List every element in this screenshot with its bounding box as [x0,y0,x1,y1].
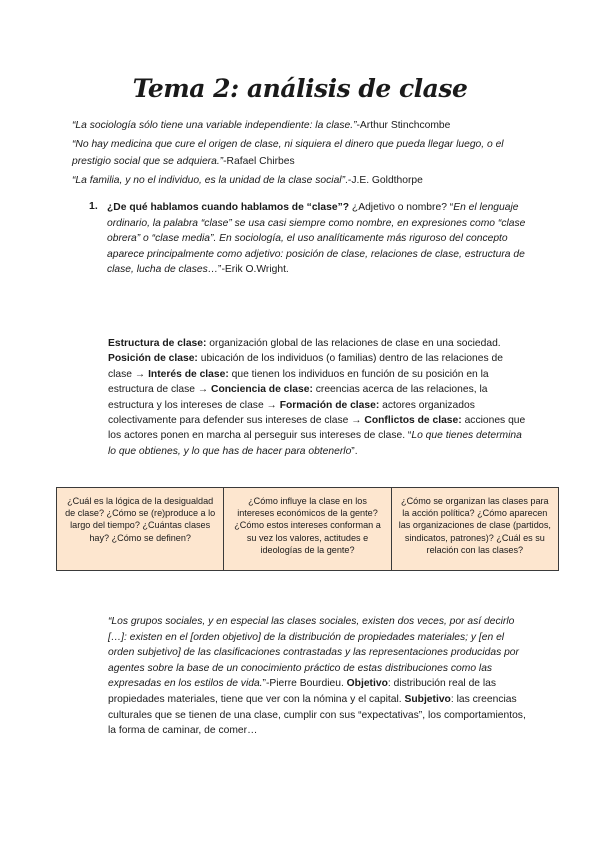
def-posicion: ubicación de los individuos (o familias) dentro de las relaciones de clase → [108,353,503,380]
table-cell: ¿Cómo se organizan las clases para la acción política? ¿Cómo aparecen las organizaciones de clase (partidos, sindicatos, patrones)? ¿Cuál es su relación con las clases? [398,496,551,555]
term-estructura: Estructura de clase: [108,338,207,349]
list-number: 1. [89,200,98,212]
def-conflictos: acciones que los actores ponen en marcha al perseguir sus intereses de clase. “ [108,415,526,442]
quote-chirbes [72,136,532,170]
table-cell: ¿Cómo influye la clase en los intereses económicos de la gente? ¿Cómo estos intereses conforman a su vez los valores, actitudes e ideologías de la gente? [224,488,391,570]
def-interes: que tienen los individuos en función de su posición en la estructura de clase → [108,368,489,396]
def-subjetivo: : las creencias culturales que se tienen de una clase, cumplir con sus “expectativas”, los comportamientos, la forma de caminar, de comer… [108,693,526,737]
term-conciencia: Conciencia de clase: [211,384,313,396]
section-plain: ¿Adjetivo o nombre? “ [349,202,454,213]
bourdieu-paragraph [108,614,528,739]
closing-end: ”. [351,445,358,457]
questions-table [56,487,559,571]
quote-stinchcombe [72,117,532,134]
def-conciencia: creencias acerca de las relaciones, la estructura y los intereses de clase → [108,384,488,411]
closing-quote: Lo que tienes determina lo que obtienes, y lo que has de hacer para obtenerlo [108,430,522,457]
term-subjetivo: Subjetivo [404,693,451,705]
section-1 [107,200,542,278]
bourdieu-quote: “Los grupos sociales, y en especial las clases sociales, existen dos veces, por así decirlo […]: existen en el [orden objetivo] de la distribución de propiedades materiales; y [en el orden subjetivo] de las clasificaciones contrastadas y las representaciones producidas por agentes sobre la base de un conocimiento práctico de estas distribuciones como las expresadas en los estilos de vida. [108,616,519,690]
term-posicion: Posición de clase: [108,353,198,365]
def-formacion: actores organizados colectivamente para defender sus intereses de clase → [108,399,475,427]
term-interes: Interés de clase: [148,368,229,380]
quote-author: -Arthur Stinchcombe [356,120,451,131]
quote-author: -Rafael Chirbes [223,156,295,167]
def-objetivo: : distribución real de las propiedades materiales, tiene que ver con la nómina y el capital. [108,678,497,705]
def-estructura: organización global de las relaciones de clase en una sociedad. [206,338,501,349]
section-question: ¿De qué hablamos cuando hablamos de “clase”? [107,202,350,213]
wright-author: ”-Erik O.Wright. [218,264,289,276]
quote-author: .-J.E. Goldthorpe [345,175,423,186]
quote-text: “No hay medicina que cure el origen de clase, ni siquiera el dinero que pueda llegar luego, o el prestigio social que se adquiera.” [72,139,504,167]
wright-quote: En el lenguaje ordinario, la palabra “clase” se usa casi siempre como nombre, en expresiones como “clase obrera” o “clase media”. En sociología, el uso analíticamente más riguroso del concepto aparece principalmente como adjetivo: posición de clase, relaciones de clase, estructura de clase, lucha de clases… [107,202,526,276]
page-title: Tema 2: análisis de clase [132,74,468,103]
quote-goldthorpe [72,172,532,189]
term-objetivo: Objetivo [346,678,388,690]
term-formacion: Formación de clase: [279,399,380,411]
bourdieu-author: ”-Pierre Bourdieu. [262,678,347,690]
quote-text: “La sociología sólo tiene una variable independiente: la clase.” [72,120,357,131]
table-cell: ¿Cuál es la lógica de la desigualdad de clase? ¿Cómo se (re)produce a lo largo del tiempo? ¿Cuántas clases hay? ¿Cómo se definen? [57,488,224,570]
quote-text: “La familia, y no el individuo, es la unidad de la clase social” [72,175,346,186]
term-conflictos: Conflictos de clase: [364,415,462,427]
definitions-paragraph [108,336,528,459]
